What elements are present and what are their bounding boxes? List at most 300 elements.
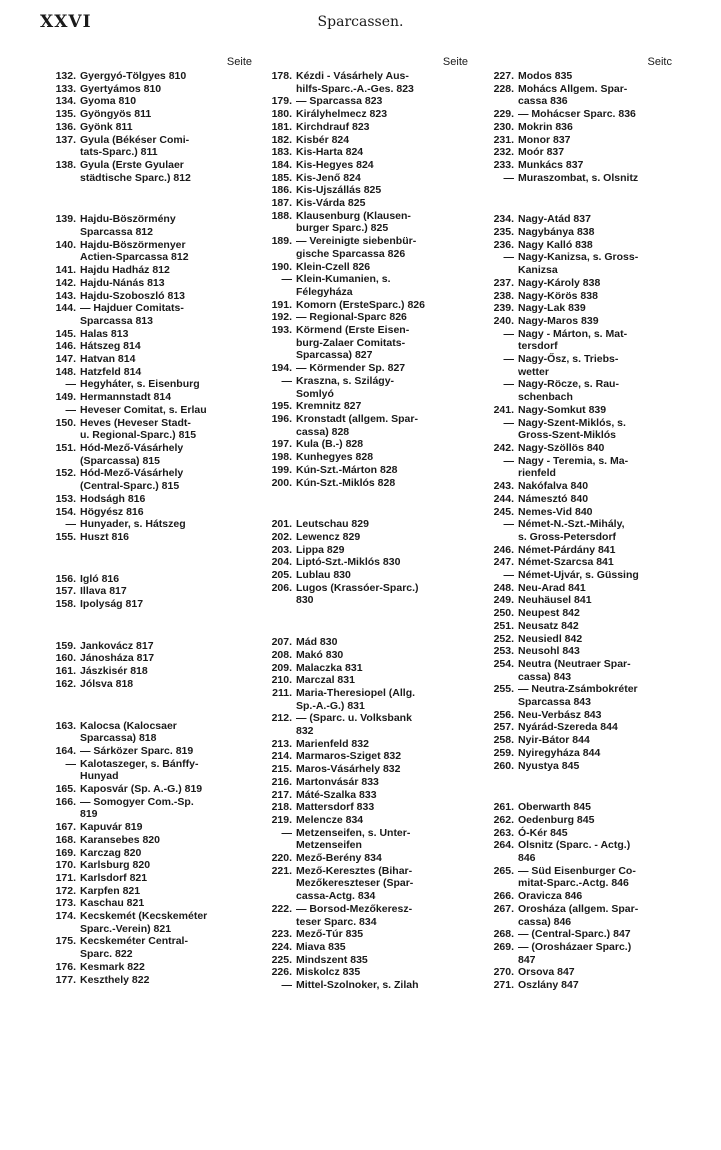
index-entry <box>44 745 264 758</box>
entry-text: — Süd Eisenburger Co- mitat-Sparc.-Actg. 846 <box>518 864 636 890</box>
index-entry <box>44 872 264 885</box>
entry-number: 188. <box>271 209 292 222</box>
entry-number: 161. <box>55 665 76 678</box>
entry-number: 220. <box>271 852 292 865</box>
entry-number: 173. <box>55 897 76 910</box>
index-entry <box>260 375 480 400</box>
entry-text: Hatvan 814 <box>80 353 136 366</box>
index-entry <box>482 290 702 303</box>
index-entry <box>44 277 264 290</box>
index-entry <box>482 328 702 353</box>
entry-number: 177. <box>55 973 76 986</box>
entry-number: 199. <box>271 463 292 476</box>
entry-number: — <box>503 171 514 184</box>
entry-text: Heveser Comitat, s. Erlau <box>80 403 207 416</box>
entry-text: Modos 835 <box>518 70 573 82</box>
entry-text: Kremnitz 827 <box>296 400 362 413</box>
index-entry <box>44 442 264 467</box>
index-entry <box>44 720 264 745</box>
entry-text: Marienfeld 832 <box>296 737 369 750</box>
entry-text: Hodságh 816 <box>80 492 146 505</box>
index-entry <box>482 378 702 403</box>
index-entry <box>260 95 480 108</box>
entry-text: Királyhelmecz 823 <box>296 108 388 121</box>
entry-number: — <box>503 353 514 366</box>
entry-text: Malaczka 831 <box>296 661 363 674</box>
index-entry <box>44 506 264 519</box>
entry-text: Nagy-Röcze, s. Rau- schenbach <box>518 378 619 404</box>
index-entry <box>260 750 480 763</box>
index-entry <box>260 763 480 776</box>
entry-number: 142. <box>55 276 76 289</box>
index-entry <box>482 966 702 979</box>
index-entry <box>482 455 702 480</box>
entry-text: Maros-Vásárhely 832 <box>296 763 401 776</box>
entry-number: 197. <box>271 438 292 451</box>
index-entry <box>44 678 264 691</box>
index-entry <box>260 966 480 979</box>
index-entry <box>44 910 264 935</box>
entry-number: 208. <box>271 648 292 661</box>
index-entry <box>482 239 702 252</box>
entry-number: 229. <box>493 108 514 121</box>
index-entry <box>260 789 480 802</box>
entry-text: Karlsburg 820 <box>80 859 151 872</box>
entry-number: 269. <box>493 941 514 953</box>
index-entry <box>482 979 702 992</box>
entry-text: — Neutra-Zsámbokréter Sparcassa 843 <box>518 683 638 709</box>
index-entry <box>260 70 480 95</box>
entry-number: — <box>281 826 292 839</box>
entry-number: 143. <box>55 289 76 302</box>
entry-text: Gyula (Békéser Comi- tats-Sparc.) 811 <box>80 133 190 159</box>
entry-number: — <box>65 378 76 391</box>
entry-text: Nagybánya 838 <box>518 226 595 239</box>
entry-number: 271. <box>493 979 514 992</box>
entry-number: 231. <box>493 133 514 146</box>
index-entry <box>482 569 702 582</box>
entry-number: 153. <box>55 492 76 505</box>
index-entry <box>44 783 264 796</box>
index-entry <box>260 324 480 362</box>
index-entry <box>260 903 480 928</box>
entry-number: 164. <box>55 744 76 757</box>
index-entry <box>44 652 264 665</box>
entry-number: — <box>503 378 514 391</box>
index-entry <box>482 480 702 493</box>
entry-number: 185. <box>271 171 292 184</box>
entry-text: Neuhäusel 841 <box>518 594 592 607</box>
entry-text: Mattersdorf 833 <box>296 801 375 814</box>
entry-text: Kesmark 822 <box>80 960 145 973</box>
entry-text: Nyiregyháza 844 <box>518 746 601 759</box>
index-entry <box>44 758 264 783</box>
entry-number: 219. <box>271 813 292 826</box>
entry-text: — Mohácser Sparc. 836 <box>518 108 636 121</box>
entry-text: Lublau 830 <box>296 569 351 582</box>
index-entry <box>482 121 702 134</box>
entry-number: 260. <box>493 759 514 772</box>
entry-text: Kisbér 824 <box>296 133 350 146</box>
index-entry <box>482 302 702 315</box>
index-entry <box>260 865 480 903</box>
index-entry <box>44 121 264 134</box>
entry-text: Gyergyó-Tölgyes 810 <box>80 70 187 82</box>
entry-text: Hajdu-Böszörmenyer Actien-Sparcassa 812 <box>80 238 189 264</box>
index-entry <box>260 400 480 413</box>
entry-number: 186. <box>271 184 292 197</box>
entry-text: Mező-Keresztes (Bihar- Mezőkereszteser (Spar- cassa-Actg. 834 <box>296 864 414 903</box>
index-entry <box>44 573 264 586</box>
entry-number: 264. <box>493 839 514 852</box>
index-entry <box>482 518 702 543</box>
entry-number: 267. <box>493 902 514 915</box>
index-entry <box>482 506 702 519</box>
index-entry <box>44 847 264 860</box>
entry-text: Metzenseifen, s. Unter- Metzenseifen <box>296 826 411 852</box>
entry-text: Mindszent 835 <box>296 953 368 966</box>
index-entry <box>482 544 702 557</box>
entry-number: 179. <box>271 95 292 108</box>
entry-number: 166. <box>55 795 76 808</box>
entry-text: Makó 830 <box>296 648 344 661</box>
entry-number: 210. <box>271 674 292 687</box>
entry-text: Melencze 834 <box>296 813 364 826</box>
index-entry <box>260 235 480 260</box>
entry-number: 141. <box>55 264 76 277</box>
entry-text: Neu-Arad 841 <box>518 581 586 594</box>
entry-text: — Regional-Sparc 826 <box>296 311 407 324</box>
running-title: Sparcassen. <box>317 14 404 30</box>
index-entry <box>44 885 264 898</box>
entry-text: Klausenburg (Klausen- burger Sparc.) 825 <box>296 209 411 235</box>
entry-number: 138. <box>55 158 76 171</box>
index-entry <box>482 801 702 814</box>
index-entry <box>482 827 702 840</box>
index-entry <box>44 467 264 492</box>
index-entry <box>482 645 702 658</box>
entry-number: 196. <box>271 412 292 425</box>
entry-number: 217. <box>271 788 292 801</box>
entry-text: — (Sparc. u. Volksbank 832 <box>296 712 412 738</box>
entry-number: 233. <box>493 158 514 171</box>
entry-number: 203. <box>271 543 292 556</box>
entry-text: Nagy - Teremia, s. Ma- rienfeld <box>518 454 629 480</box>
entry-text: Jászkisér 818 <box>80 665 148 678</box>
entry-text: Kecskemét (Kecskeméter Sparc.-Verein) 821 <box>80 910 208 935</box>
entry-text: Muraszombat, s. Olsnitz <box>518 171 639 184</box>
entry-number: 163. <box>55 719 76 732</box>
entry-number: 145. <box>55 327 76 340</box>
entry-number: 235. <box>493 226 514 239</box>
index-entry <box>44 391 264 404</box>
entry-text: — Vereinigte siebenbür- gische Sparcassa 826 <box>296 235 417 260</box>
entry-text: Lewencz 829 <box>296 530 361 543</box>
index-entry <box>44 897 264 910</box>
entry-number: 174. <box>55 910 76 923</box>
entry-text: Námesztó 840 <box>518 492 589 505</box>
entry-number: 265. <box>493 864 514 877</box>
entry-number: 214. <box>271 750 292 763</box>
entry-text: Högyész 816 <box>80 505 144 518</box>
index-entry <box>44 366 264 379</box>
index-entry <box>482 865 702 890</box>
entry-number: 270. <box>493 966 514 979</box>
entry-text: Monor 837 <box>518 133 571 146</box>
entry-text: Kis-Harta 824 <box>296 146 364 159</box>
entry-number: 209. <box>271 661 292 674</box>
index-entry <box>260 159 480 172</box>
entry-number: 144. <box>55 302 76 315</box>
entry-number: 257. <box>493 721 514 734</box>
entry-text: Jankovácz 817 <box>80 639 154 652</box>
entry-number: 150. <box>55 416 76 429</box>
seite-label: Seite <box>226 56 252 68</box>
entry-text: Máté-Szalka 833 <box>296 788 377 801</box>
entry-text: Jólsva 818 <box>80 677 134 690</box>
index-entry <box>44 961 264 974</box>
index-entry <box>44 974 264 987</box>
index-entry <box>260 464 480 477</box>
entry-text: Gyöngyös 811 <box>80 108 152 121</box>
entry-text: Hajdu-Szoboszló 813 <box>80 289 186 302</box>
entry-number: 147. <box>55 353 76 366</box>
entry-number: 202. <box>271 530 292 543</box>
entry-text: Hermannstadt 814 <box>80 391 172 404</box>
entry-number: 146. <box>55 340 76 353</box>
entry-number: 232. <box>493 146 514 159</box>
entry-number: 222. <box>271 902 292 915</box>
index-entry <box>260 582 480 607</box>
entry-number: 160. <box>55 652 76 665</box>
entry-number: 234. <box>493 213 514 226</box>
index-entry <box>44 821 264 834</box>
entry-number: 250. <box>493 607 514 620</box>
index-entry <box>260 827 480 852</box>
index-entry <box>482 620 702 633</box>
entry-text: Leutschau 829 <box>296 518 369 531</box>
entry-text: Neu-Verbász 843 <box>518 708 602 721</box>
index-entry <box>44 531 264 544</box>
index-entry <box>44 302 264 327</box>
index-entry <box>260 662 480 675</box>
entry-text: Mád 830 <box>296 636 338 649</box>
entry-text: — Körmender Sp. 827 <box>296 362 406 375</box>
entry-number: 236. <box>493 238 514 251</box>
entry-text: Hátszeg 814 <box>80 340 141 353</box>
entry-number: 191. <box>271 298 292 311</box>
entry-text: Neupest 842 <box>518 607 580 620</box>
entry-text: Karlsdorf 821 <box>80 871 148 884</box>
entry-number: 206. <box>271 581 292 594</box>
entry-text: Kaposvár (Sp. A.-G.) 819 <box>80 783 203 796</box>
entry-text: Lippa 829 <box>296 543 345 556</box>
index-column-2 <box>260 56 480 992</box>
entry-number: 246. <box>493 543 514 556</box>
entry-number: 149. <box>55 391 76 404</box>
index-entry <box>482 683 702 708</box>
entry-text: Nagy-Ősz, s. Triebs- wetter <box>518 353 619 378</box>
entry-text: Kraszna, s. Szilágy- Somlyó <box>296 374 395 400</box>
entry-text: Nagy-Körös 838 <box>518 289 598 302</box>
entry-text: Oravicza 846 <box>518 890 583 903</box>
index-entry <box>482 607 702 620</box>
entry-text: Keszthely 822 <box>80 973 150 986</box>
entry-number: 139. <box>55 213 76 226</box>
index-entry <box>260 556 480 569</box>
entry-text: — Sárközer Sparc. 819 <box>80 744 194 757</box>
index-entry <box>482 404 702 417</box>
entry-number: 183. <box>271 146 292 159</box>
index-entry <box>44 404 264 417</box>
entry-text: Neusiedl 842 <box>518 632 583 645</box>
entry-text: Kunhegyes 828 <box>296 451 374 464</box>
entry-text: Igló 816 <box>80 572 120 585</box>
index-entry <box>260 197 480 210</box>
index-entry <box>44 159 264 184</box>
entry-number: 248. <box>493 581 514 594</box>
index-entry <box>260 413 480 438</box>
entry-text: — (Central-Sparc.) 847 <box>518 928 631 941</box>
entry-text: Hód-Mező-Vásárhely (Sparcassa) 815 <box>80 441 184 467</box>
entry-number: 237. <box>493 276 514 289</box>
entry-text: Orsova 847 <box>518 966 575 979</box>
entry-number: 218. <box>271 801 292 814</box>
index-entry <box>44 859 264 872</box>
entry-text: Kapuvár 819 <box>80 821 143 834</box>
entry-text: Nagy-Somkut 839 <box>518 403 607 416</box>
entry-text: Nakófalva 840 <box>518 480 589 493</box>
entry-text: Liptó-Szt.-Miklós 830 <box>296 556 401 569</box>
index-entry <box>260 941 480 954</box>
index-entry <box>482 658 702 683</box>
entry-number: 154. <box>55 505 76 518</box>
index-entry <box>44 378 264 391</box>
entry-number: 171. <box>55 871 76 884</box>
entry-number: 204. <box>271 556 292 569</box>
entry-number: — <box>503 327 514 340</box>
entry-text: Nagy-Kanizsa, s. Gross- Kanizsa <box>518 251 639 277</box>
entry-number: 134. <box>55 95 76 108</box>
index-entry <box>44 518 264 531</box>
index-entry <box>482 760 702 773</box>
index-column-1 <box>44 56 264 986</box>
entry-text: Mokrin 836 <box>518 120 573 133</box>
index-entry <box>482 159 702 172</box>
entry-number: 168. <box>55 833 76 846</box>
index-entry <box>44 665 264 678</box>
entry-number: 159. <box>55 639 76 652</box>
index-entry <box>44 70 264 83</box>
entry-text: Gyoma 810 <box>80 95 137 108</box>
entry-text: Kis-Hegyes 824 <box>296 158 374 171</box>
entry-number: 240. <box>493 314 514 327</box>
index-entry <box>260 776 480 789</box>
entry-text: Miava 835 <box>296 941 346 953</box>
entry-text: Nyárád-Szereda 844 <box>518 721 618 734</box>
entry-text: Nagy-Szent-Miklós, s. Gross-Szent-Miklós <box>518 416 626 442</box>
entry-text: Nagy-Szöllös 840 <box>518 441 605 454</box>
entry-number: 249. <box>493 594 514 607</box>
entry-text: Mittel-Szolnoker, s. Zilah <box>296 979 419 992</box>
entry-number: 212. <box>271 712 292 725</box>
index-entry <box>44 290 264 303</box>
index-entry <box>260 712 480 737</box>
entry-text: Kalocsa (Kalocsaer Sparcassa) 818 <box>80 719 177 745</box>
entry-text: Ó-Kér 845 <box>518 826 568 839</box>
entry-text: Hatzfeld 814 <box>80 365 142 378</box>
entry-number: 194. <box>271 362 292 375</box>
entry-text: Maria-Theresiopel (Allg. Sp.-A.-G.) 831 <box>296 686 416 712</box>
entry-text: Hajdu-Böszörmény Sparcassa 812 <box>80 213 176 239</box>
entry-number: — <box>503 454 514 467</box>
entry-text: Német-Szarcsa 841 <box>518 556 614 569</box>
entry-text: Hajdu-Nánás 813 <box>80 276 165 289</box>
entry-text: Karczag 820 <box>80 846 142 859</box>
entry-number: 156. <box>55 572 76 585</box>
entry-number: 175. <box>55 935 76 948</box>
index-entry <box>482 70 702 83</box>
entry-number: — <box>503 569 514 582</box>
entry-number: — <box>65 757 76 770</box>
entry-number: 253. <box>493 645 514 658</box>
index-entry <box>482 134 702 147</box>
entry-number: 259. <box>493 746 514 759</box>
index-entry <box>260 299 480 312</box>
index-entry <box>482 633 702 646</box>
entry-text: Gyönk 811 <box>80 120 133 133</box>
entry-number: 258. <box>493 734 514 747</box>
entry-text: Kaschau 821 <box>80 897 145 910</box>
entry-number: 254. <box>493 657 514 670</box>
entry-text: Neusatz 842 <box>518 619 579 632</box>
entry-text: Orosháza (allgem. Spar- cassa) 846 <box>518 902 639 928</box>
entry-text: — Hajduer Comitats- Sparcassa 813 <box>80 302 184 327</box>
index-entry <box>44 95 264 108</box>
entry-text: Gyula (Erste Gyulaer städtische Sparc.) 812 <box>80 158 191 184</box>
index-entry <box>260 544 480 557</box>
index-entry <box>260 311 480 324</box>
entry-number: 238. <box>493 289 514 302</box>
entry-number: 251. <box>493 619 514 632</box>
entry-number: 181. <box>271 120 292 133</box>
entry-text: Kis-Ujszállás 825 <box>296 184 382 197</box>
entry-number: 228. <box>493 82 514 95</box>
index-entry <box>482 226 702 239</box>
entry-text: Lugos (Krassóer-Sparc.) 830 <box>296 581 419 607</box>
entry-number: 226. <box>271 966 292 979</box>
entry-text: Marczal 831 <box>296 674 355 687</box>
entry-number: — <box>281 273 292 286</box>
entry-text: Jánosháza 817 <box>80 652 155 665</box>
entry-number: 227. <box>493 70 514 82</box>
entry-number: 155. <box>55 530 76 543</box>
entry-text: — Sparcassa 823 <box>296 95 383 108</box>
index-entry <box>260 928 480 941</box>
entry-number: 200. <box>271 476 292 489</box>
index-entry <box>482 747 702 760</box>
entry-number: 244. <box>493 492 514 505</box>
index-entry <box>260 979 480 992</box>
entry-number: 211. <box>272 686 292 699</box>
index-entry <box>44 493 264 506</box>
entry-number: 255. <box>493 683 514 696</box>
entry-number: 148. <box>55 365 76 378</box>
entry-text: Miskolcz 835 <box>296 966 361 979</box>
entry-text: Neutra (Neutraer Spar- cassa) 843 <box>518 657 631 683</box>
index-entry <box>260 146 480 159</box>
entry-number: — <box>281 979 292 992</box>
